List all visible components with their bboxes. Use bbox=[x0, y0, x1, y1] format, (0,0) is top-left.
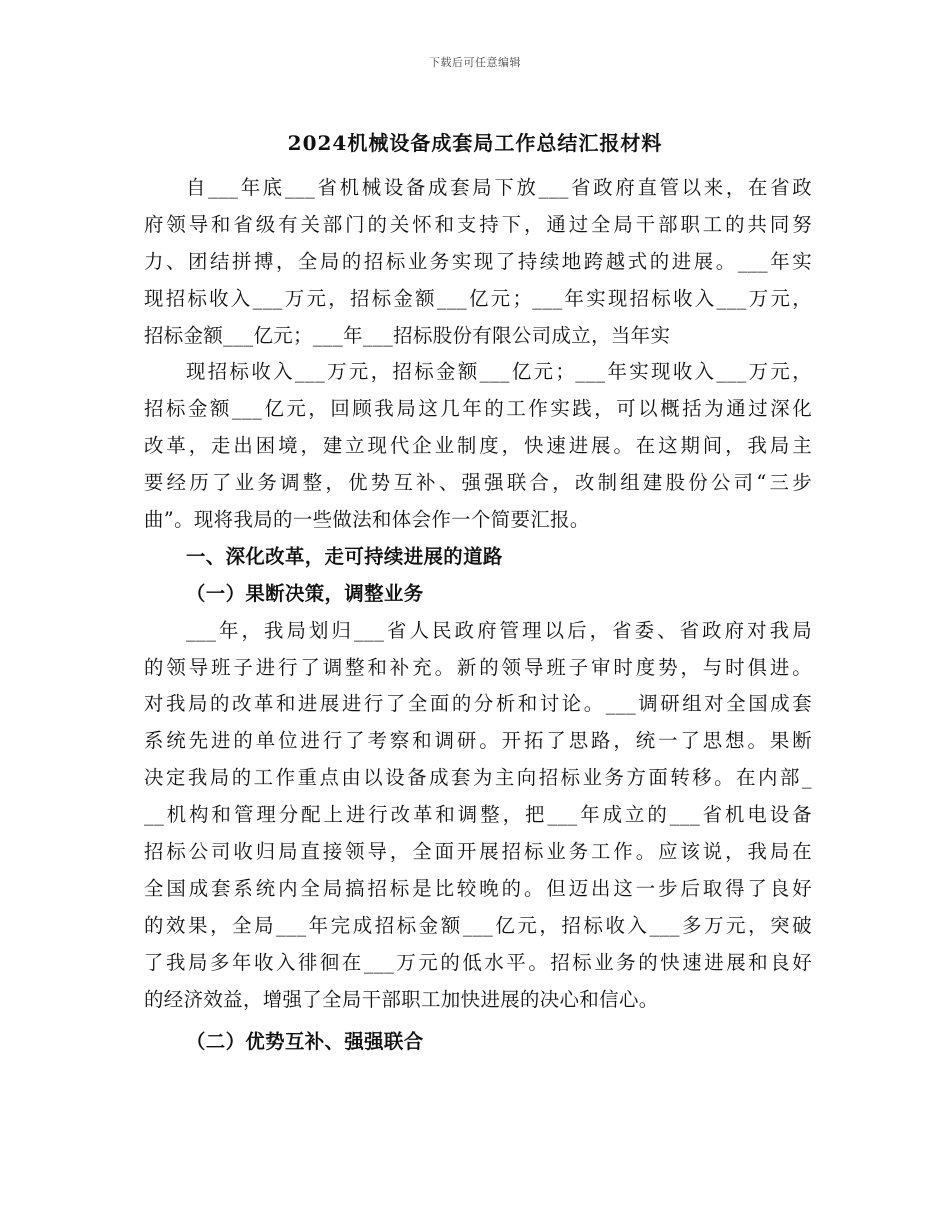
paragraph-line: 的领导班子进行了调整和补充。新的领导班子审时度势，与时俱进。 bbox=[144, 655, 812, 679]
paragraph-line: 曲”。现将我局的一些做法和体会作一个简要汇报。 bbox=[144, 508, 590, 532]
document-title: 2024机械设备成套局工作总结汇报材料 bbox=[287, 131, 663, 155]
paragraph-line: 改革，走出困境，建立现代企业制度，快速进展。在这期间，我局主 bbox=[144, 434, 812, 458]
document-body bbox=[144, 170, 812, 1061]
section-heading: 一、深化改革，走可持续进展的道路 bbox=[186, 544, 503, 568]
header-note: 下载后可任意编辑 bbox=[429, 56, 521, 69]
paragraph-line: 决定我局的工作重点由以设备成套为主向招标业务方面转移。在内部_ bbox=[144, 766, 812, 790]
paragraph-line: 招标公司收归局直接领导，全面开展招标业务工作。应该说，我局在 bbox=[144, 840, 812, 864]
paragraph-line: 要经历了业务调整，优势互补、强强联合，改制组建股份公司“三步 bbox=[144, 471, 812, 495]
paragraph-line: 现招标收入___万元，招标金额___亿元；___年实现收入___万元， bbox=[186, 360, 812, 384]
paragraph-line: ___年，我局划归___省人民政府管理以后，省委、省政府对我局 bbox=[186, 618, 812, 642]
paragraph-line: 自___年底___省机械设备成套局下放___省政府直管以来，在省政 bbox=[186, 176, 812, 199]
paragraph-line: 现招标收入___万元，招标金额___亿元；___年实现招标收入___万元， bbox=[144, 286, 812, 310]
paragraph-line: 系统先进的单位进行了考察和调研。开拓了思路，统一了思想。果断 bbox=[144, 729, 812, 753]
paragraph-line: __机构和管理分配上进行改革和调整，把___年成立的___省机电设备 bbox=[144, 803, 812, 827]
paragraph-line: 招标金额___亿元，回顾我局这几年的工作实践，可以概括为通过深化 bbox=[144, 397, 812, 421]
paragraph-line: 了我局多年收入徘徊在___万元的低水平。招标业务的快速进展和良好 bbox=[144, 950, 812, 974]
paragraph-line: 招标金额___亿元；___年___招标股份有限公司成立，当年实 bbox=[144, 323, 671, 347]
paragraph-line: 全国成套系统内全局搞招标是比较晚的。但迈出这一步后取得了良好 bbox=[144, 876, 812, 900]
subsection-heading: （一）果断决策，调整业务 bbox=[186, 581, 424, 605]
subsection-heading: （二）优势互补、强强联合 bbox=[186, 1030, 424, 1054]
paragraph-line: 府领导和省级有关部门的关怀和支持下，通过全局干部职工的共同努 bbox=[144, 212, 812, 236]
paragraph-line: 对我局的改革和进展进行了全面的分析和讨论。___调研组对全国成套 bbox=[144, 692, 812, 716]
paragraph-line: 的效果，全局___年完成招标金额___亿元，招标收入___多万元，突破 bbox=[144, 913, 812, 937]
paragraph-line: 的经济效益，增强了全局干部职工加快进展的决心和信心。 bbox=[144, 987, 659, 1011]
paragraph-line: 力、团结拼搏，全局的招标业务实现了持续地跨越式的进展。___年实 bbox=[144, 249, 812, 273]
